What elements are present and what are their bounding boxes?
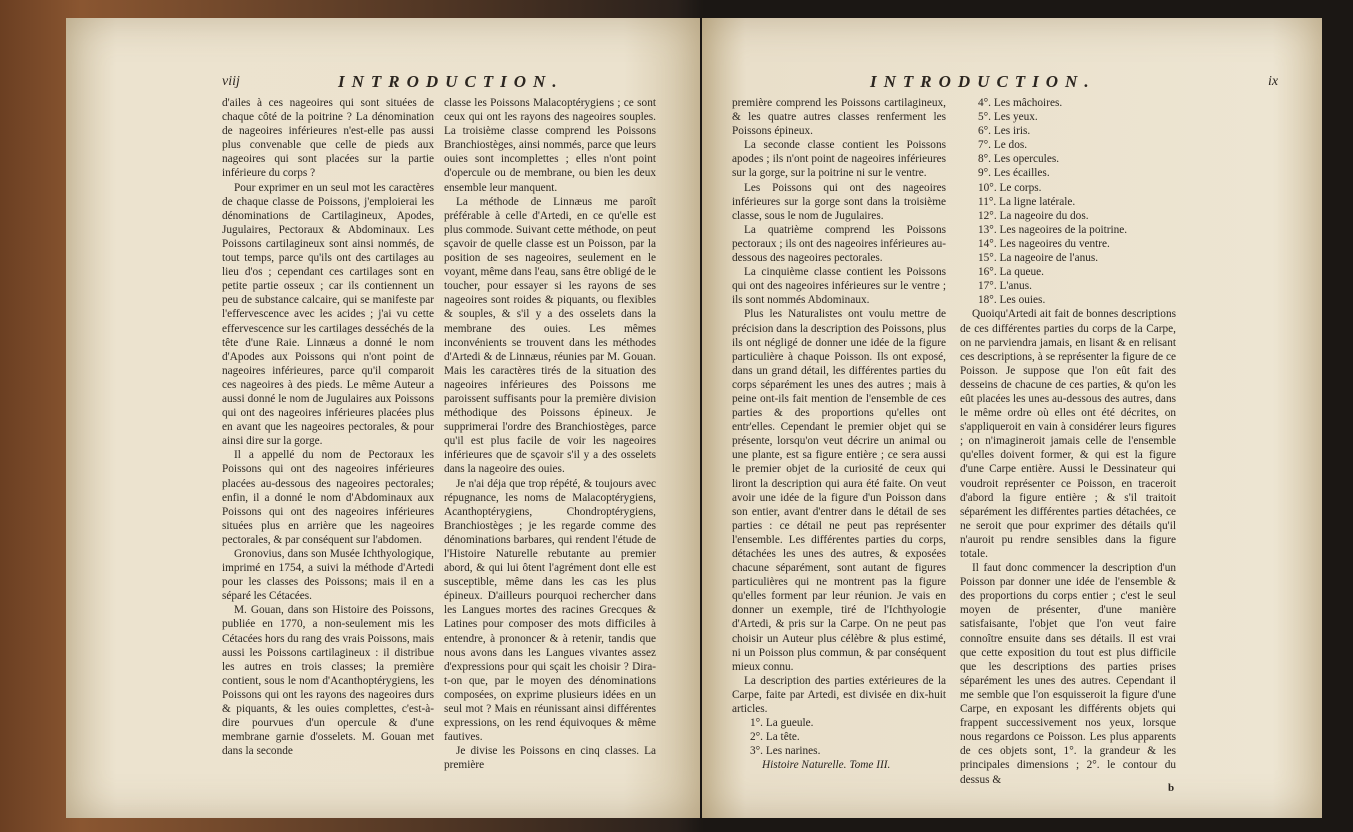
list-item: 11°. La ligne latérale. — [978, 195, 1076, 208]
list-item: 16°. La queue. — [978, 266, 1044, 279]
paragraph: La description des parties extérieures de la Carpe, faite par Artedi, est divisée en dix-huit articles. — [732, 674, 946, 716]
paragraph: Il faut donc commencer la description d'un Poisson par donner une idée de l'ensemble & des proportions du corps entier ; c'est le seul moyen de présenter, d'une manière satisfaisante, l'objet que l'on veut faire connoître ensuite dans ses détails. Il est vrai que cette exposition du tout est plus difficile que les descriptions des parties prises séparément les unes des autres. Cependant il me semble que l'on esquisseroit la figure d'une Carpe, en exposant les différents objets qui frappent successivement nos yeux, lorsque nous regardons ce Poisson. Les plus apparents de ces objets sont, 1°. la grandeur & les principales dimensions ; 2°. le contour du dessus & — [960, 562, 1176, 786]
list-item: 5°. Les yeux. — [978, 111, 1038, 124]
paragraph: La seconde classe contient les Poissons apodes ; ils n'ont point de nageoires inférieures sur la gorge, sur la poitrine ni sur le ventre. — [732, 139, 946, 180]
paragraph: Je n'ai déja que trop répété, & toujours avec répugnance, les noms de Malacoptérygiens, Acanthoptérygiens, Chondroptérygiens, Branchiostèges ; je les regarde comme des dénominations barbares, qui rendent l'étude de l'Histoire Naturelle rebutante au premier abord, & qui lui ôtent l'agrément dont elle est susceptible, même dans les cas les plus épineux. D'ailleurs pourquoi rechercher dans les Langues mortes des racines Grecques & Latines pour composer des mots difficiles à entendre, à prononcer & à retenir, tandis que nous avons dans les Langues vivantes assez d'expressions pour qui sçait les choisir ? Dira-t-on que, par le moyen des dénominations composées, on exprime plusieurs idées en un seul mot ? Mais en réunissant ainsi différentes expressions, on les rend équivoques & même fautives. — [444, 477, 656, 744]
list-item: 12°. La nageoire du dos. — [978, 209, 1089, 222]
page-number: viij — [222, 74, 240, 89]
article-list — [960, 96, 1176, 307]
left-page — [66, 18, 700, 818]
page-number: ix — [1268, 74, 1279, 89]
list-item: 15°. La nageoire de l'anus. — [978, 252, 1099, 265]
right-column-2 — [960, 96, 1176, 787]
list-item: 7°. Le dos. — [978, 139, 1028, 152]
paragraph: Quoiqu'Artedi ait fait de bonnes descriptions de ces différentes parties du corps de la Carpe, on ne parviendra jamais, en lisant & en relisant ces descriptions, à se représenter la figure de ce Poisson. Je suppose que l'on eût fait des desseins de chacune de ces parties, & qu'on les eût placées les unes au-dessous des autres, dans le même ordre où elles ont été décrites, on s'appliqueroit en vain à considérer leurs figures ; on n'imagineroit jamais celle de l'ensemble qu'elles doivent former, & qui est la figure d'une Carpe entière. Aussi le Dessinateur qui voudroit représenter ce Poisson, en traceroit d'abord la figure entière ; & s'il traitoit séparément les différentes parties détachées, ce ne seroit que pour exprimer des détails qu'il n'auroit pu rendre sensibles dans la figure totale. — [960, 308, 1176, 560]
paragraph: première comprend les Poissons cartilagineux, & les quatre autres classes renferment les Poissons épineux. — [732, 97, 946, 138]
footer-title: Histoire Naturelle. Tome III. — [762, 759, 891, 772]
list-item: 13°. Les nageoires de la poitrine. — [978, 223, 1128, 236]
paragraph: La cinquième classe contient les Poissons qui ont des nageoires inférieures sur le ventre ; ils sont nommés Abdominaux. — [732, 266, 946, 307]
right-column-1 — [732, 96, 946, 773]
list-item: 17°. L'anus. — [978, 280, 1032, 293]
right-page — [702, 18, 1322, 818]
article-list — [732, 716, 946, 758]
list-item: 9°. Les écailles. — [978, 167, 1050, 180]
list-item: 6°. Les iris. — [978, 125, 1031, 138]
paragraph: d'ailes à ces nageoires qui sont situées de chaque côté de la poitrine ? La dénomination de nageoires inférieures n'est-elle pas aussi plus convenable que celle de pieds aux nageoires qui sont placées sur la partie inférieure du corps ? — [222, 97, 434, 180]
running-head: INTRODUCTION. — [870, 72, 1096, 91]
list-item: 1°. La gueule. — [750, 717, 814, 730]
list-item: 3°. Les narines. — [750, 745, 821, 758]
left-column-2 — [444, 96, 656, 773]
paragraph: Je divise les Poissons en cinq classes. La première — [444, 745, 656, 772]
paragraph: Pour exprimer en un seul mot les caractères de chaque classe de Poissons, j'emploierai les dénominations de Cartilagineux, Apodes, Jugulaires, Pectoraux & Abdominaux. Les Poissons cartilagineux sont ainsi nommés, de tout temps, parce qu'ils ont des cartilages au lieu d'os ; cependant ces cartilages sont en petite partie osseux ; car ils contiennent un peu de substance calcaire, qui se manifeste par l'effervescence avec les acides ; j'ai vu cette effervescence sur les cartilages desséchés de la tête d'une Raie. Linnæus a donné le nom d'Apodes aux Poissons qui n'ont point de nageoires inférieures, parce qu'il comparoit ces nageoires à des pieds. Le même Auteur a aussi donné le nom de Jugulaires aux Poissons qui ont des nageoires inférieures placées plus en avant que les nageoires pectorales, & pour ainsi dire sur la gorge. — [222, 181, 434, 448]
list-item: 18°. Les ouies. — [978, 294, 1046, 307]
paragraph: Gronovius, dans son Musée Ichthyologique, imprimé en 1754, a suivi la méthode d'Artedi pour les classes des Poissons; mais il en a séparé les Cétacées. — [222, 548, 434, 603]
running-head: INTRODUCTION. — [338, 72, 564, 91]
paragraph: classe les Poissons Malacoptérygiens ; ce sont ceux qui ont les rayons des nageoires souples. La troisième classe comprend les Poissons Branchiostèges, ainsi nommés, parce que leurs ouies sont incomplettes ; elles n'ont point d'opercule ou de membrane, ou bien les deux ensemble leur manquent. — [444, 97, 656, 194]
paragraph: Il a appellé du nom de Pectoraux les Poissons qui ont des nageoires inférieures placées au-dessous des nageoires pectorales; enfin, il a donné le nom d'Abdominaux aux Poissons qui ont des nageoires inférieures situées plus en arrière que les nageoires pectorales, & par conséquent sur l'abdomen. — [222, 449, 434, 546]
list-item: 2°. La tête. — [750, 731, 800, 744]
list-item: 8°. Les opercules. — [978, 153, 1060, 166]
paragraph: La quatrième comprend les Poissons pectoraux ; ils ont des nageoires inférieures au-dessous des nageoires pectorales. — [732, 223, 946, 265]
paragraph: La méthode de Linnæus me paroît préférable à celle d'Artedi, en ce qu'elle est plus commode. Suivant cette méthode, on peut sçavoir de quelle classe est un Poisson, par la position de ses nageoires, seulement en le voyant, même dans l'eau, sans être obligé de le toucher, pour essayer si les rayons de ses nageoires sont roides & piquants, ou flexibles & souples, & s'il y a des osselets dans la membrane des ouies. Les mêmes inconvénients se trouvent dans les méthodes d'Artedi & de Linnæus, réunies par M. Gouan. Mais les caractères tirés de la situation des nageoires inférieures des Poissons me paroissent suffisants pour la première division méthodique des Poissons épineux. Je supprimerai l'ordre des Branchiostèges, parce qu'il est plus facile de voir les nageoires inférieures que de sçavoir s'il y a des osselets dans la nageoire des ouies. — [444, 195, 656, 476]
signature-mark: b — [1168, 782, 1175, 794]
paragraph: M. Gouan, dans son Histoire des Poissons, publiée en 1770, a non-seulement mis les Cétacées hors du rang des vrais Poissons, mais aussi les Poissons cartilagineux : il distribue les autres en trois classes; la première contient, sous le nom d'Acanthoptérygiens, les Poissons qui ont les rayons des nageoires durs & piquants, & les ouies complettes, c'est-à-dire pourvues d'un opercule & d'une membrane garnie d'osselets. M. Gouan met dans la seconde — [222, 604, 434, 758]
paragraph: Plus les Naturalistes ont voulu mettre de précision dans la description des Poissons, plus ils ont négligé de donner une idée de la figure particulière à chaque Poisson. Ils ont exposé, dans un grand détail, les différentes parties du corps séparément les unes des autres ; mais à peine ont-ils fait mention de l'ensemble de ces parties & des proportions qu'elles ont entr'elles. Cependant le premier objet qui se présente, lorsqu'on veut décrire un animal ou une plante, est sa figure entière ; ce sera aussi le premier objet de la curiosité de ceux qui liront la description qui aura été faite. On veut avoir une idée de la figure d'un Poisson dans son entier, avant d'entrer dans le détail de ses parties : ce détail ne peut pas représenter l'ensemble. Les différentes parties du corps, détachées les unes des autres, & exposées chacune séparément, sont autant de figures particulières qui ne montrent pas la figure qu'elles forment par leur réunion. Je vais en donner un exemple, tiré de l'Ichthyologie d'Artedi, & pris sur la Carpe. On ne peut pas choisir un Auteur plus célèbre & plus estimé, ni un Poisson plus commun, & par conséquent mieux connu. — [732, 308, 946, 673]
left-column-1 — [222, 96, 434, 758]
list-item: 4°. Les mâchoires. — [978, 97, 1063, 109]
paragraph: Les Poissons qui ont des nageoires inférieures sur la gorge sont dans la troisième classe, sous le nom de Jugulaires. — [732, 181, 946, 222]
list-item: 14°. Les nageoires du ventre. — [978, 237, 1110, 250]
list-item: 10°. Le corps. — [978, 181, 1042, 194]
